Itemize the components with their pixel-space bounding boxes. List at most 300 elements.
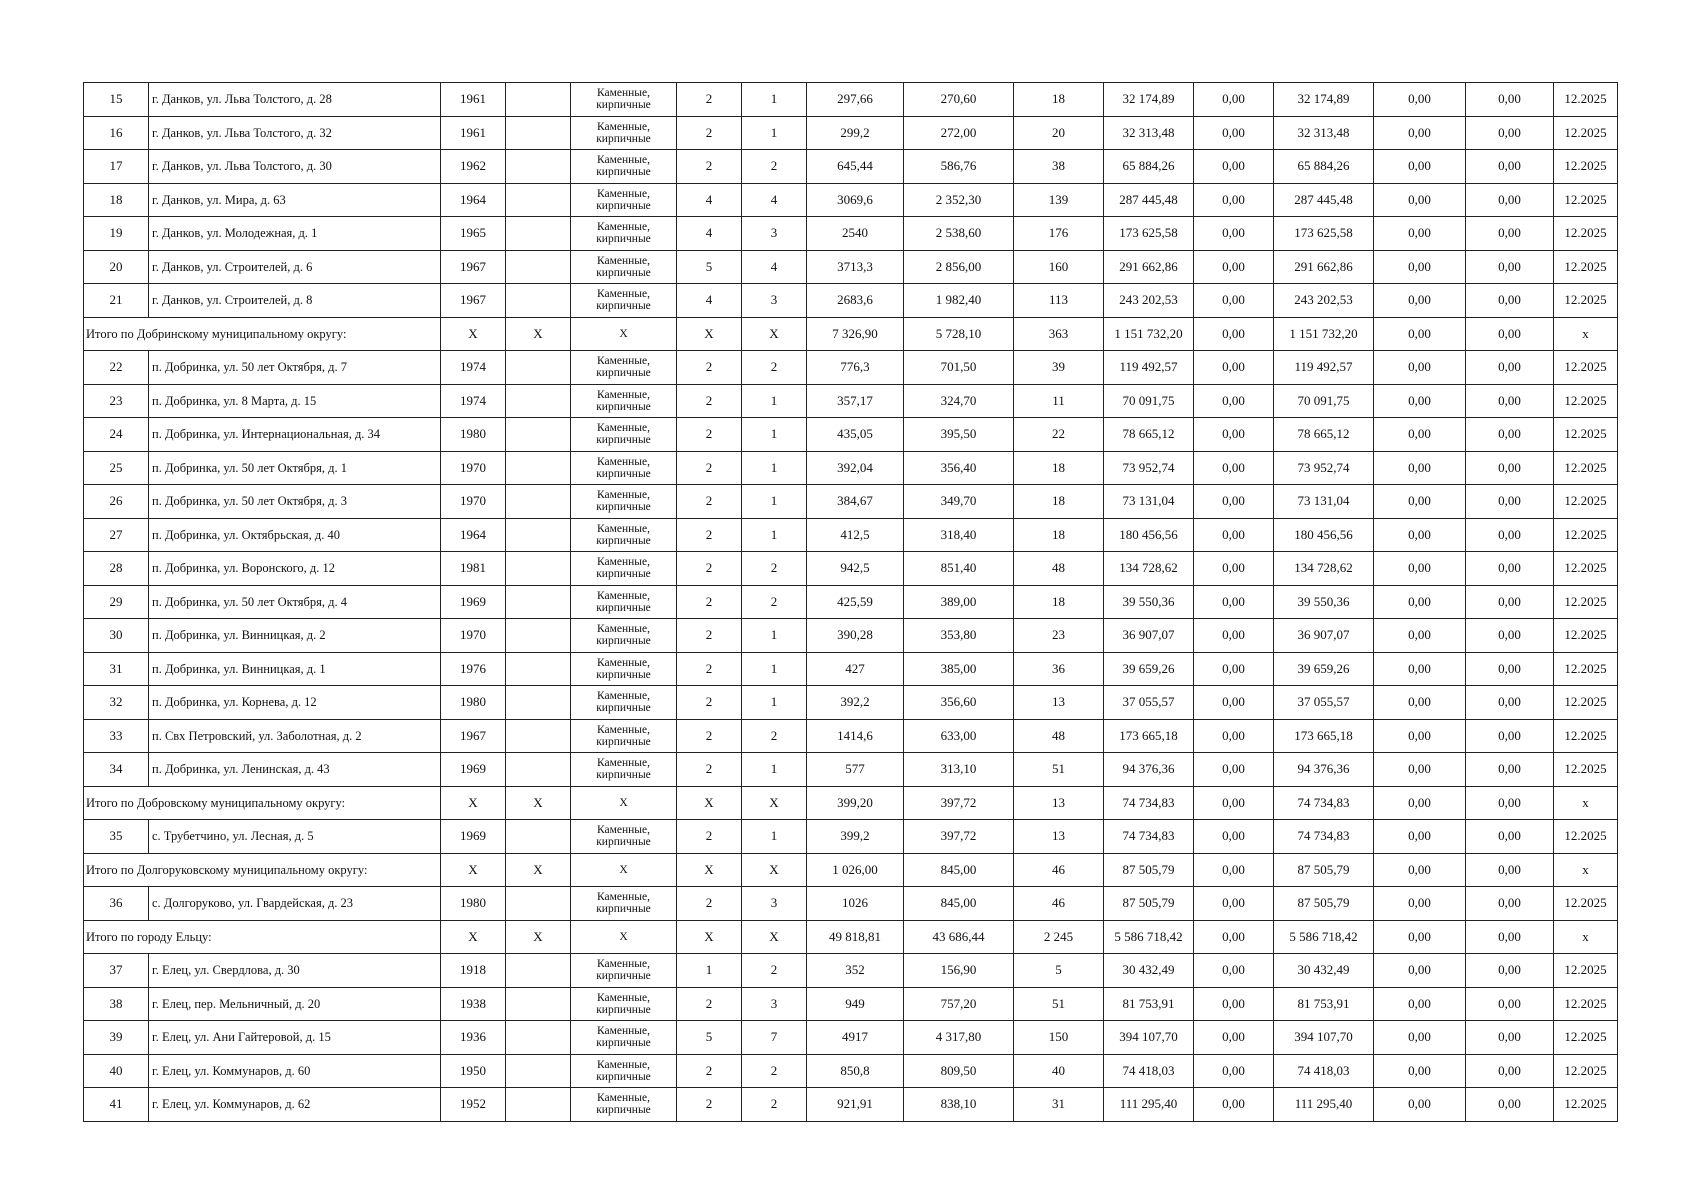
fund-source-2-cell: 74 734,83 — [1274, 820, 1374, 854]
row-number-cell: 41 — [84, 1088, 149, 1122]
floors-cell: 2 — [677, 384, 742, 418]
wall-material-cell — [571, 518, 677, 552]
fund-source-3-cell: 0,00 — [1374, 351, 1466, 385]
living-area-cell: 356,40 — [904, 451, 1014, 485]
wall-material-line: кирпичные — [596, 568, 651, 581]
total-area-cell: 297,66 — [807, 83, 904, 117]
residents-cell: 40 — [1014, 1054, 1104, 1088]
floors-cell: X — [677, 853, 742, 887]
year-built-cell: 1980 — [441, 418, 506, 452]
wall-material-line: кирпичные — [596, 769, 651, 782]
living-area-cell: 757,20 — [904, 987, 1014, 1021]
fund-source-3-cell: 0,00 — [1374, 652, 1466, 686]
residents-cell: 20 — [1014, 116, 1104, 150]
wall-material-cell — [571, 384, 677, 418]
residents-cell: 363 — [1014, 317, 1104, 351]
fund-source-2-cell: 36 907,07 — [1274, 619, 1374, 653]
wall-material-line: кирпичные — [596, 1003, 651, 1016]
entrances-cell: 3 — [742, 217, 807, 251]
entrances-cell: 2 — [742, 351, 807, 385]
year-renovated-cell — [506, 351, 571, 385]
wall-material-line: X — [619, 796, 628, 809]
address-cell: п. Добринка, ул. Винницкая, д. 2 — [149, 619, 441, 653]
table-row — [84, 954, 1618, 988]
floors-cell: 2 — [677, 820, 742, 854]
fund-source-3-cell: 0,00 — [1374, 1021, 1466, 1055]
fund-source-3-cell: 0,00 — [1374, 317, 1466, 351]
wall-material-cell — [571, 150, 677, 184]
subtotal-label: Итого по Добровскому муниципальному округу: — [84, 786, 441, 820]
table-row — [84, 217, 1618, 251]
residents-cell: 18 — [1014, 485, 1104, 519]
row-number-cell: 20 — [84, 250, 149, 284]
total-cost-cell: 70 091,75 — [1104, 384, 1194, 418]
floors-cell: X — [677, 317, 742, 351]
wall-material-line: кирпичные — [596, 601, 651, 614]
table-row — [84, 183, 1618, 217]
fund-source-3-cell: 0,00 — [1374, 585, 1466, 619]
fund-source-2-cell: 30 432,49 — [1274, 954, 1374, 988]
total-cost-cell: 78 665,12 — [1104, 418, 1194, 452]
row-number-cell: 30 — [84, 619, 149, 653]
fund-source-3-cell: 0,00 — [1374, 686, 1466, 720]
address-cell: г. Елец, пер. Мельничный, д. 20 — [149, 987, 441, 1021]
fund-source-2-cell: 180 456,56 — [1274, 518, 1374, 552]
deadline-cell: x — [1554, 317, 1618, 351]
address-cell: г. Елец, ул. Ани Гайтеровой, д. 15 — [149, 1021, 441, 1055]
wall-material-cell — [571, 183, 677, 217]
year-built-cell: 1970 — [441, 451, 506, 485]
total-area-cell: 949 — [807, 987, 904, 1021]
row-number-cell: 31 — [84, 652, 149, 686]
floors-cell: 2 — [677, 652, 742, 686]
table-row — [84, 250, 1618, 284]
table-row — [84, 451, 1618, 485]
wall-material-line: кирпичные — [596, 534, 651, 547]
floors-cell: 2 — [677, 418, 742, 452]
deadline-cell: 12.2025 — [1554, 518, 1618, 552]
deadline-cell: x — [1554, 853, 1618, 887]
fund-source-1-cell: 0,00 — [1194, 1088, 1274, 1122]
wall-material-line: кирпичные — [596, 668, 651, 681]
wall-material-cell — [571, 317, 677, 351]
year-renovated-cell — [506, 284, 571, 318]
fund-source-3-cell: 0,00 — [1374, 552, 1466, 586]
fund-source-3-cell: 0,00 — [1374, 250, 1466, 284]
fund-source-2-cell: 291 662,86 — [1274, 250, 1374, 284]
total-cost-cell: 87 505,79 — [1104, 887, 1194, 921]
address-cell: г. Данков, ул. Строителей, д. 6 — [149, 250, 441, 284]
total-cost-cell: 74 734,83 — [1104, 820, 1194, 854]
row-number-cell: 16 — [84, 116, 149, 150]
residents-cell: 5 — [1014, 954, 1104, 988]
deadline-cell: 12.2025 — [1554, 284, 1618, 318]
row-number-cell: 37 — [84, 954, 149, 988]
fund-source-4-cell: 0,00 — [1466, 686, 1554, 720]
total-cost-cell: 111 295,40 — [1104, 1088, 1194, 1122]
entrances-cell: 2 — [742, 1088, 807, 1122]
deadline-cell: 12.2025 — [1554, 451, 1618, 485]
table-row — [84, 150, 1618, 184]
address-cell: п. Добринка, ул. 50 лет Октября, д. 7 — [149, 351, 441, 385]
wall-material-line: кирпичные — [596, 300, 651, 313]
total-cost-cell: 243 202,53 — [1104, 284, 1194, 318]
total-cost-cell: 291 662,86 — [1104, 250, 1194, 284]
wall-material-line: кирпичные — [596, 166, 651, 179]
housing-program-table — [83, 82, 1618, 1122]
residents-cell: 36 — [1014, 652, 1104, 686]
deadline-cell: 12.2025 — [1554, 552, 1618, 586]
living-area-cell: 633,00 — [904, 719, 1014, 753]
entrances-cell: 1 — [742, 485, 807, 519]
year-built-cell: 1967 — [441, 284, 506, 318]
subtotal-row — [84, 786, 1618, 820]
address-cell: г. Данков, ул. Льва Толстого, д. 28 — [149, 83, 441, 117]
row-number-cell: 29 — [84, 585, 149, 619]
entrances-cell: 1 — [742, 820, 807, 854]
floors-cell: 2 — [677, 518, 742, 552]
wall-material-line: кирпичные — [596, 132, 651, 145]
floors-cell: 2 — [677, 351, 742, 385]
residents-cell: 31 — [1014, 1088, 1104, 1122]
total-cost-cell: 74 418,03 — [1104, 1054, 1194, 1088]
wall-material-line: Каменные, — [596, 757, 651, 770]
fund-source-2-cell: 111 295,40 — [1274, 1088, 1374, 1122]
address-cell: п. Свх Петровский, ул. Заболотная, д. 2 — [149, 719, 441, 753]
residents-cell: 18 — [1014, 451, 1104, 485]
wall-material-line: кирпичные — [596, 903, 651, 916]
entrances-cell: X — [742, 853, 807, 887]
residents-cell: 48 — [1014, 719, 1104, 753]
fund-source-1-cell: 0,00 — [1194, 451, 1274, 485]
wall-material-line: кирпичные — [596, 367, 651, 380]
total-area-cell: 435,05 — [807, 418, 904, 452]
fund-source-4-cell: 0,00 — [1466, 920, 1554, 954]
living-area-cell: 156,90 — [904, 954, 1014, 988]
fund-source-4-cell: 0,00 — [1466, 183, 1554, 217]
entrances-cell: 4 — [742, 250, 807, 284]
year-renovated-cell — [506, 418, 571, 452]
fund-source-2-cell: 81 753,91 — [1274, 987, 1374, 1021]
year-renovated-cell — [506, 451, 571, 485]
year-renovated-cell — [506, 887, 571, 921]
wall-material-cell — [571, 853, 677, 887]
deadline-cell: 12.2025 — [1554, 250, 1618, 284]
table-row — [84, 585, 1618, 619]
fund-source-4-cell: 0,00 — [1466, 552, 1554, 586]
fund-source-3-cell: 0,00 — [1374, 83, 1466, 117]
fund-source-1-cell: 0,00 — [1194, 753, 1274, 787]
year-built-cell: 1965 — [441, 217, 506, 251]
fund-source-2-cell: 70 091,75 — [1274, 384, 1374, 418]
subtotal-row — [84, 920, 1618, 954]
fund-source-4-cell: 0,00 — [1466, 719, 1554, 753]
fund-source-3-cell: 0,00 — [1374, 384, 1466, 418]
year-built-cell: 1969 — [441, 753, 506, 787]
table-row — [84, 116, 1618, 150]
floors-cell: 2 — [677, 686, 742, 720]
fund-source-3-cell: 0,00 — [1374, 451, 1466, 485]
deadline-cell: 12.2025 — [1554, 887, 1618, 921]
wall-material-line: кирпичные — [596, 1037, 651, 1050]
year-renovated-cell — [506, 116, 571, 150]
wall-material-line: Каменные, — [596, 355, 651, 368]
wall-material-cell — [571, 920, 677, 954]
wall-material-line: кирпичные — [596, 1070, 651, 1083]
entrances-cell: 2 — [742, 552, 807, 586]
year-built-cell: 1969 — [441, 585, 506, 619]
residents-cell: 38 — [1014, 150, 1104, 184]
total-area-cell: 7 326,90 — [807, 317, 904, 351]
year-built-cell: X — [441, 786, 506, 820]
deadline-cell: 12.2025 — [1554, 719, 1618, 753]
residents-cell: 13 — [1014, 820, 1104, 854]
residents-cell: 22 — [1014, 418, 1104, 452]
fund-source-1-cell: 0,00 — [1194, 954, 1274, 988]
wall-material-cell — [571, 250, 677, 284]
row-number-cell: 34 — [84, 753, 149, 787]
living-area-cell: 845,00 — [904, 887, 1014, 921]
address-cell: п. Добринка, ул. Октябрьская, д. 40 — [149, 518, 441, 552]
total-cost-cell: 74 734,83 — [1104, 786, 1194, 820]
residents-cell: 39 — [1014, 351, 1104, 385]
fund-source-3-cell: 0,00 — [1374, 786, 1466, 820]
table-row — [84, 284, 1618, 318]
table-row — [84, 820, 1618, 854]
wall-material-cell — [571, 585, 677, 619]
living-area-cell: 809,50 — [904, 1054, 1014, 1088]
total-area-cell: 357,17 — [807, 384, 904, 418]
fund-source-4-cell: 0,00 — [1466, 954, 1554, 988]
total-cost-cell: 173 665,18 — [1104, 719, 1194, 753]
wall-material-line: X — [619, 327, 628, 340]
total-cost-cell: 394 107,70 — [1104, 1021, 1194, 1055]
wall-material-line: кирпичные — [596, 266, 651, 279]
deadline-cell: 12.2025 — [1554, 686, 1618, 720]
year-built-cell: 1970 — [441, 485, 506, 519]
year-built-cell: X — [441, 920, 506, 954]
table-row — [84, 518, 1618, 552]
fund-source-1-cell: 0,00 — [1194, 820, 1274, 854]
total-area-cell: 942,5 — [807, 552, 904, 586]
total-area-cell: 4917 — [807, 1021, 904, 1055]
fund-source-4-cell: 0,00 — [1466, 887, 1554, 921]
fund-source-3-cell: 0,00 — [1374, 485, 1466, 519]
living-area-cell: 397,72 — [904, 786, 1014, 820]
entrances-cell: 1 — [742, 83, 807, 117]
living-area-cell: 349,70 — [904, 485, 1014, 519]
year-built-cell: 1974 — [441, 384, 506, 418]
total-area-cell: 776,3 — [807, 351, 904, 385]
fund-source-2-cell: 78 665,12 — [1274, 418, 1374, 452]
fund-source-1-cell: 0,00 — [1194, 116, 1274, 150]
deadline-cell: 12.2025 — [1554, 820, 1618, 854]
year-renovated-cell — [506, 150, 571, 184]
fund-source-2-cell: 74 418,03 — [1274, 1054, 1374, 1088]
fund-source-1-cell: 0,00 — [1194, 351, 1274, 385]
year-renovated-cell — [506, 987, 571, 1021]
fund-source-4-cell: 0,00 — [1466, 1021, 1554, 1055]
entrances-cell: 1 — [742, 753, 807, 787]
total-cost-cell: 173 625,58 — [1104, 217, 1194, 251]
fund-source-4-cell: 0,00 — [1466, 820, 1554, 854]
fund-source-2-cell: 287 445,48 — [1274, 183, 1374, 217]
row-number-cell: 24 — [84, 418, 149, 452]
wall-material-line: кирпичные — [596, 702, 651, 715]
wall-material-cell — [571, 217, 677, 251]
table-row — [84, 485, 1618, 519]
year-renovated-cell — [506, 183, 571, 217]
year-renovated-cell — [506, 217, 571, 251]
wall-material-cell — [571, 116, 677, 150]
living-area-cell: 397,72 — [904, 820, 1014, 854]
address-cell: г. Елец, ул. Коммунаров, д. 60 — [149, 1054, 441, 1088]
total-cost-cell: 32 313,48 — [1104, 116, 1194, 150]
entrances-cell: 1 — [742, 451, 807, 485]
wall-material-line: Каменные, — [596, 556, 651, 569]
subtotal-label: Итого по городу Ельцу: — [84, 920, 441, 954]
wall-material-line: Каменные, — [596, 690, 651, 703]
fund-source-1-cell: 0,00 — [1194, 987, 1274, 1021]
residents-cell: 46 — [1014, 887, 1104, 921]
address-cell: п. Добринка, ул. Винницкая, д. 1 — [149, 652, 441, 686]
residents-cell: 139 — [1014, 183, 1104, 217]
residents-cell: 18 — [1014, 585, 1104, 619]
fund-source-2-cell: 73 952,74 — [1274, 451, 1374, 485]
wall-material-line: кирпичные — [596, 434, 651, 447]
total-cost-cell: 81 753,91 — [1104, 987, 1194, 1021]
deadline-cell: 12.2025 — [1554, 753, 1618, 787]
wall-material-line: Каменные, — [596, 656, 651, 669]
address-cell: с. Трубетчино, ул. Лесная, д. 5 — [149, 820, 441, 854]
living-area-cell: 356,60 — [904, 686, 1014, 720]
total-cost-cell: 73 131,04 — [1104, 485, 1194, 519]
fund-source-4-cell: 0,00 — [1466, 853, 1554, 887]
floors-cell: 2 — [677, 116, 742, 150]
fund-source-4-cell: 0,00 — [1466, 753, 1554, 787]
fund-source-2-cell: 32 313,48 — [1274, 116, 1374, 150]
floors-cell: 2 — [677, 485, 742, 519]
fund-source-4-cell: 0,00 — [1466, 317, 1554, 351]
address-cell: п. Добринка, ул. Воронского, д. 12 — [149, 552, 441, 586]
wall-material-line: Каменные, — [596, 120, 651, 133]
wall-material-line: кирпичные — [596, 400, 651, 413]
subtotal-row — [84, 853, 1618, 887]
wall-material-line: Каменные, — [596, 1058, 651, 1071]
address-cell: г. Данков, ул. Молодежная, д. 1 — [149, 217, 441, 251]
floors-cell: 5 — [677, 1021, 742, 1055]
deadline-cell: 12.2025 — [1554, 987, 1618, 1021]
residents-cell: 13 — [1014, 786, 1104, 820]
total-cost-cell: 39 659,26 — [1104, 652, 1194, 686]
year-built-cell: 1967 — [441, 719, 506, 753]
wall-material-line: кирпичные — [596, 635, 651, 648]
floors-cell: 2 — [677, 719, 742, 753]
wall-material-line: X — [619, 930, 628, 943]
living-area-cell: 324,70 — [904, 384, 1014, 418]
residents-cell: 2 245 — [1014, 920, 1104, 954]
fund-source-1-cell: 0,00 — [1194, 384, 1274, 418]
fund-source-4-cell: 0,00 — [1466, 351, 1554, 385]
entrances-cell: 4 — [742, 183, 807, 217]
deadline-cell: 12.2025 — [1554, 217, 1618, 251]
deadline-cell: 12.2025 — [1554, 116, 1618, 150]
table-row — [84, 652, 1618, 686]
total-area-cell: 3713,3 — [807, 250, 904, 284]
total-cost-cell: 119 492,57 — [1104, 351, 1194, 385]
entrances-cell: X — [742, 920, 807, 954]
subtotal-row — [84, 317, 1618, 351]
wall-material-line: кирпичные — [596, 467, 651, 480]
fund-source-3-cell: 0,00 — [1374, 217, 1466, 251]
year-built-cell: 1964 — [441, 183, 506, 217]
fund-source-1-cell: 0,00 — [1194, 217, 1274, 251]
row-number-cell: 33 — [84, 719, 149, 753]
entrances-cell: 2 — [742, 954, 807, 988]
entrances-cell: 1 — [742, 652, 807, 686]
deadline-cell: 12.2025 — [1554, 619, 1618, 653]
address-cell: п. Добринка, ул. 50 лет Октября, д. 3 — [149, 485, 441, 519]
entrances-cell: 2 — [742, 1054, 807, 1088]
living-area-cell: 272,00 — [904, 116, 1014, 150]
total-area-cell: 427 — [807, 652, 904, 686]
deadline-cell: x — [1554, 920, 1618, 954]
deadline-cell: 12.2025 — [1554, 1054, 1618, 1088]
fund-source-2-cell: 173 625,58 — [1274, 217, 1374, 251]
fund-source-4-cell: 0,00 — [1466, 1054, 1554, 1088]
year-renovated-cell — [506, 384, 571, 418]
wall-material-line: Каменные, — [596, 623, 651, 636]
row-number-cell: 39 — [84, 1021, 149, 1055]
wall-material-line: Каменные, — [596, 288, 651, 301]
table-row — [84, 552, 1618, 586]
fund-source-2-cell: 5 586 718,42 — [1274, 920, 1374, 954]
wall-material-line: кирпичные — [596, 735, 651, 748]
fund-source-4-cell: 0,00 — [1466, 217, 1554, 251]
fund-source-1-cell: 0,00 — [1194, 552, 1274, 586]
wall-material-line: Каменные, — [596, 991, 651, 1004]
address-cell: п. Добринка, ул. Ленинская, д. 43 — [149, 753, 441, 787]
row-number-cell: 19 — [84, 217, 149, 251]
fund-source-3-cell: 0,00 — [1374, 150, 1466, 184]
deadline-cell: 12.2025 — [1554, 183, 1618, 217]
table-row — [84, 418, 1618, 452]
fund-source-1-cell: 0,00 — [1194, 920, 1274, 954]
wall-material-cell — [571, 820, 677, 854]
total-area-cell: 299,2 — [807, 116, 904, 150]
year-renovated-cell: X — [506, 786, 571, 820]
fund-source-3-cell: 0,00 — [1374, 987, 1466, 1021]
total-cost-cell: 180 456,56 — [1104, 518, 1194, 552]
year-built-cell: 1961 — [441, 83, 506, 117]
fund-source-2-cell: 37 055,57 — [1274, 686, 1374, 720]
entrances-cell: 3 — [742, 284, 807, 318]
wall-material-line: Каменные, — [596, 589, 651, 602]
entrances-cell: 1 — [742, 686, 807, 720]
fund-source-3-cell: 0,00 — [1374, 1088, 1466, 1122]
fund-source-3-cell: 0,00 — [1374, 920, 1466, 954]
living-area-cell: 2 856,00 — [904, 250, 1014, 284]
year-renovated-cell — [506, 518, 571, 552]
fund-source-4-cell: 0,00 — [1466, 786, 1554, 820]
wall-material-line: кирпичные — [596, 1104, 651, 1117]
total-area-cell: 850,8 — [807, 1054, 904, 1088]
fund-source-2-cell: 119 492,57 — [1274, 351, 1374, 385]
residents-cell: 150 — [1014, 1021, 1104, 1055]
wall-material-line: кирпичные — [596, 836, 651, 849]
wall-material-line: кирпичные — [596, 233, 651, 246]
floors-cell: 2 — [677, 1054, 742, 1088]
